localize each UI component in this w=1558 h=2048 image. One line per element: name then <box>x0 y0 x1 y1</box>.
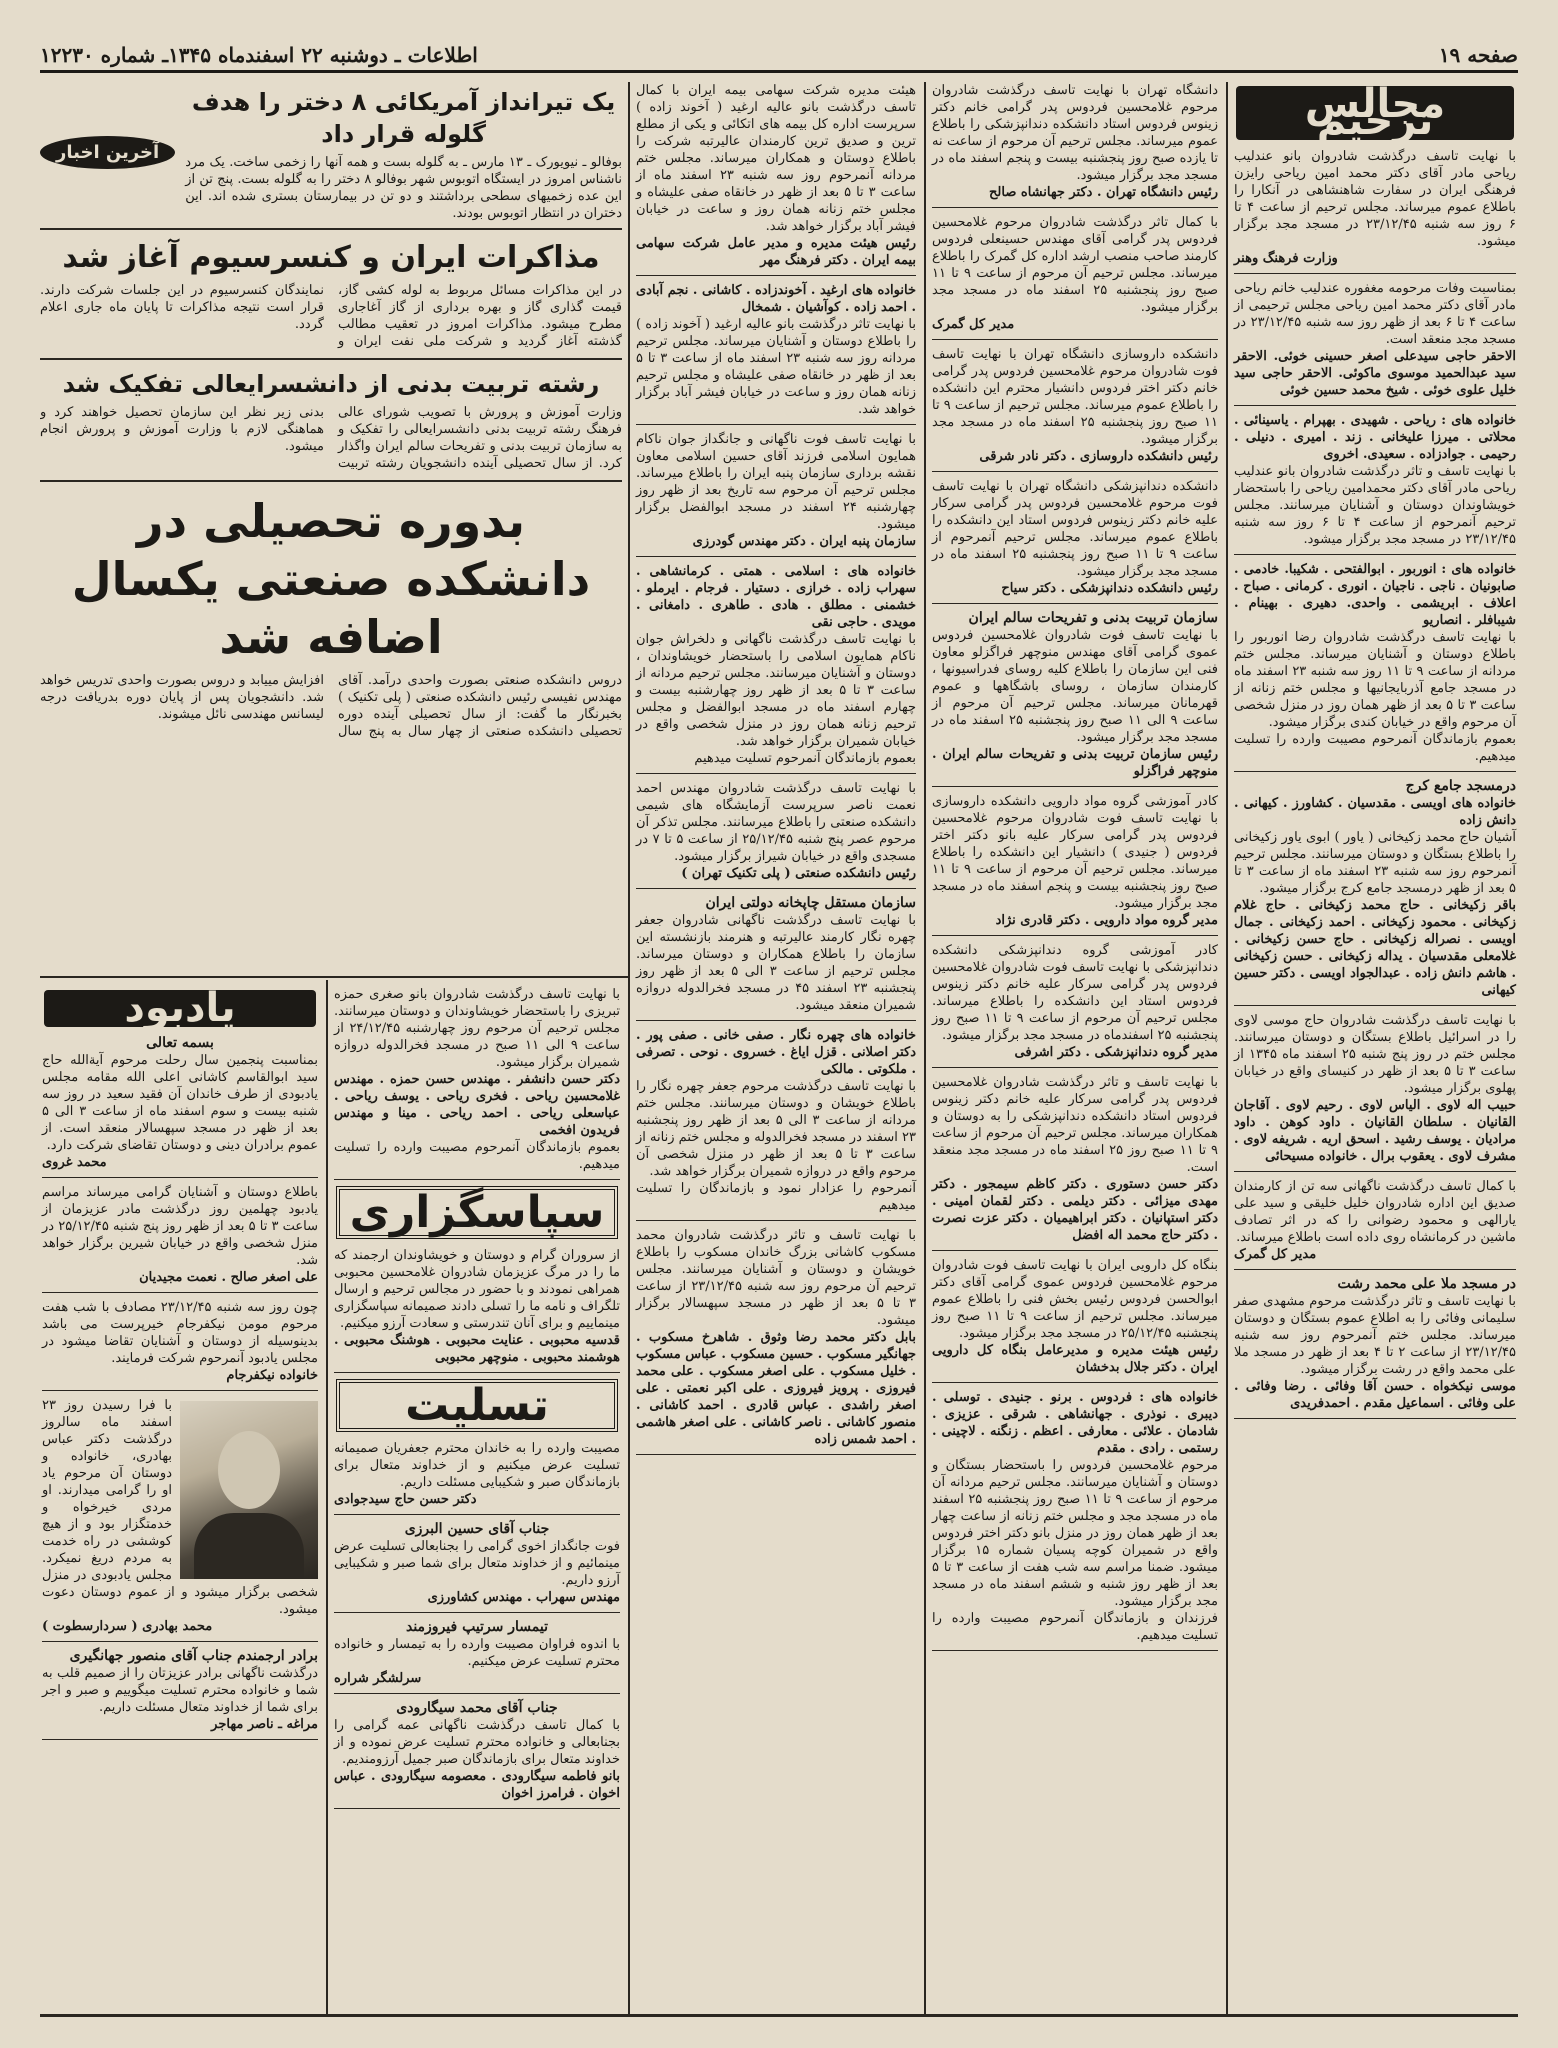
notice-text: چون روز سه شنبه ۲۳/۱۲/۴۵ مصادف با شب هفت مرحوم مومن نیکفرجام خیرپرست می باشد بدینوسیله از دوستان و آشنایان تقاضا میشود در مجلس یادبود آنمرحوم شرکت فرمایند. <box>42 1300 318 1366</box>
notice <box>636 431 916 557</box>
notice-text: با نهایت تاسف درگذشت شادروان مهندس احمد نعمت ناصر سرپرست آزمایشگاه های شیمی دانشکده صنعتی را باطلاع میرسانند. مجلس تذکر آن مرحوم عصر پنج شنبه ۲۵/۱۲/۴۵ از ساعت ۵ تا ۷ در مسجدی واقع در خیابان شیراز برگزار میشود. <box>636 781 917 864</box>
notice-heading: سازمان مستقل چاپخانه دولتی ایران <box>705 895 916 911</box>
notice-signature: رئیس سازمان تربیت بدنی و تفریحات سالم ایران . منوچهر فراگزلو <box>932 747 1218 779</box>
notice <box>636 895 916 1021</box>
notice-text: با نهایت تاسف درگذشت ناگهانی شادروان جعفر چهره نگار کارمند عالیرتبه و هنرمند بازنشسته این سازمان را باطلاع همکاران و دوستان میرساند. مجلس ترحیم از ساعت ۳ الی ۵ بعد از ظهر روز پنجشنبه ۲۳ اسفند ۴۵ در مسجد فخرالدوله دروازه شمیران منعقد میشود. <box>636 913 916 1013</box>
page-header <box>40 40 1518 73</box>
section-title-thanks: سپاسگزاری <box>336 1186 618 1239</box>
notice-text: با نهایت تاثر درگذشت بانو عالیه ارغید ( آخوند زاده ) را باطلاع دوستان و آشنایان میرساند. مجلس ترحیم مردانه روز سه شنبه ۲۳ اسفند ماه از ساعت ۳ تا ۵ بعد از ظهر در خانقاه صفی علیشاه و مجلس ترحیم زنانه همان روز و ساعت در خیابان فیشر آباد برگزار خواهد شد. <box>636 317 917 417</box>
notice-signature: فرزندان و بازماندگان آنمرحوم مصیبت وارده را تسلیت میدهیم. <box>932 1611 1218 1643</box>
news-text: در این مذاکرات مسائل مربوط به لوله کشی گاز، قیمت گذاری گاز و بهره برداری از گاز آغاجاری مطرح میشود. مذاکرات امروز در تعقیب مطالب گذشته آغاز گردید و شرکت ملی نفت ایران و نمایندگان کنسرسیوم در این جلسات شرکت دارند. قرار است نتیجه مذاکرات تا پایان ماه جاری اعلام گردد. <box>40 283 622 349</box>
news-text: وزارت آموزش و پرورش با تصویب شورای عالی فرهنگ رشته تربیت بدنی دانشسرایعالی را تفکیک و به سازمان تربیت بدنی و تفریحات سالم ایران واگذار کرد. از سال تحصیلی آینده دانشجویان رشته تربیت بدنی زیر نظر این سازمان تحصیل خواهند کرد و هماهنگی لازم با وزارت آموزش و پرورش انجام میشود. <box>40 405 622 471</box>
notice <box>1234 1012 1516 1172</box>
notice-text: با کمال تاسف درگذشت ناگهانی سه تن از کارمندان صدیق این اداره شادروان خلیل خلیقی و سید علی یارالهی و محمود رضوانی را که در اثر تصادف ماشین در کرمانشاه روی داده است باطلاع میرساند. <box>1234 1179 1516 1245</box>
notice-text: با نهایت تاسف و تاثر درگذشت شادروان بانو عندلیب ریاحی مادر آقای دکتر محمدامین ریاحی را باستحضار خویشاوندان دوستان و آشنایان میرسانند. مجلس ترحیم آنمرحوم از ساعت ۴ تا ۶ روز سه شنبه ۲۳/۱۲/۴۵ در مسجد مجد برگزار میشود. <box>1234 464 1516 547</box>
notice-signature: دکتر حسن دستوری . دکتر کاظم سیمجور . دکتر مهدی میزائی . دکتر دیلمی . دکتر لقمان امینی . دکتر استپانیان . دکتر ابراهیمیان . دکتر عزت نصرت . دکتر حاج محمد اله افضل <box>932 1177 1218 1243</box>
notice-text: مصیبت وارده را به خاندان محترم جعفریان صمیمانه تسلیت عرض میکنیم و از خداوند متعال برای بازماندگان صبر و شکیبایی مسئلت داریم. <box>334 1441 620 1490</box>
column-rule <box>1226 82 1228 2014</box>
column-obituaries-3 <box>634 82 918 2014</box>
notice-text: با کمال تاثر درگذشت شادروان مرحوم غلامحسین فردوس پدر گرامی آقای مهندس حسینعلی فردوس کارمند صاحب منصب ارشد اداره کل گمرک را باطلاع میرساند. مجلس ترحیم آن مرحوم از ساعت ۹ تا ۱۱ صبح روز پنجشنبه ۲۵ اسفند ماه در مسجد مجد برگزار میشود. <box>932 215 1219 315</box>
notice-text: با اندوه فراوان مصیبت وارده را به تیمسار و خانواده محترم تسلیت عرض میکنیم. <box>334 1637 620 1669</box>
column-rule <box>628 82 630 2014</box>
notice <box>1234 1276 1516 1419</box>
notice-signature: رئیس هیئت مدیره و مدیر عامل شرکت سهامی بیمه ایران . دکتر فرهنگ مهر <box>636 236 916 268</box>
notice-text: با کمال تاسف درگذشت ناگهانی عمه گرامی را بجنابعالی و خانواده محترم تسلیت عرض نموده و از خداوند متعال برای بازماندگان صبر جمیل آرزومندیم. <box>334 1718 620 1767</box>
bottom-rule <box>40 2014 1518 2017</box>
notice <box>334 1619 620 1694</box>
notice-signature: باقر زکیخانی . حاج محمد زکیخانی . حاج غلام زکیخانی . محمود زکیخانی . احمد زکیخانی . جمال اویسی . نصراله زکیخانی . حاج حسن زکیخانی . غلامعلی مقدسیان . یداله زکیخانی . حسن زکیخانی . هاشم دانش زاده . عبدالجواد اویسی . دکتر حسین کیهانی <box>1234 898 1516 998</box>
notice-text: بمناسبت پنجمین سال رحلت مرحوم آیةالله حاج سید ابوالقاسم کاشانی اعلی الله مقامه مجلس یادبودی از طرف خاندان آن فقید سعید در روز سه شنبه بیست و سوم اسفند ماه از ساعت ۳ الی ۵ بعد از ظهر در مسجد سپهسالار منعقد است. از عموم برادران دینی و دوستان تقاضای شرکت دارد. <box>42 1053 318 1153</box>
notice-signature: آنمرحوم را عزادار نمود و بازماندگان را تسلیت میدهیم <box>636 1181 916 1213</box>
page-number: صفحه ۱۹ <box>1438 43 1518 67</box>
notice <box>1234 280 1516 406</box>
notice-text: درگذشت ناگهانی برادر عزیزتان را از صمیم قلب به شما و خانواده محترم تسلیت میگوییم و صبر و اجر برای شما از خداوند متعال مسئلت داریم. <box>42 1666 318 1715</box>
notice-families: خانواده های چهره نگار . صفی خانی . صفی پور . دکتر اصلانی . قزل ایاغ . خسروی . نوحی . تصرفی . ملکوتی . مالکی <box>636 1028 916 1077</box>
issue-line: اطلاعات ـ دوشنبه ۲۲ اسفندماه ۱۳۴۵ـ شماره ۱۲۲۳۰ <box>40 43 478 67</box>
notice-signature: موسی نیکخواه . حسن آقا وفائی . رضا وفائی . علی وفائی . اسماعیل مقدم . احمدفریدی <box>1234 1379 1516 1411</box>
notice <box>932 610 1218 787</box>
notice-text: دانشکده داروسازی دانشگاه تهران با نهایت تاسف فوت شادروان مرحوم غلامحسین فردوس پدر گرامی خانم دکتر اختر فردوس دانشیار محترم این دانشکده را باطلاع عموم میرساند. مجلس ترحیم از ساعت ۹ تا ۱۱ صبح روز پنجشنبه ۲۵ اسفند ماه در مسجد مجد برگزار میشود. <box>932 347 1219 447</box>
notice <box>42 1184 318 1293</box>
notice <box>334 1700 620 1809</box>
notice-text: کادر آموزشی گروه مواد دارویی دانشکده داروسازی با نهایت تاسف فوت شادروان مرحوم غلامحسین فردوس پدر گرامی سرکار علیه بانو دکتر اختر فردوس ( جنیدی ) دانشیار این دانشکده را باطلاع میرساند. مجلس ترحیم آن مرحوم از ساعت ۹ تا ۱۱ صبح روز پنجشنبه بیست و پنجم اسفند ماه در مسجد مجد برگزار میشود. <box>932 794 1219 911</box>
column-memorial <box>40 986 320 2012</box>
notice-text: باطلاع دوستان و آشنایان گرامی میرساند مراسم یادبود چهلمین روز درگذشت مادر عزیزمان از ساعت ۳ تا ۵ بعد از ظهر روز پنج شنبه ۲۵/۱۲/۴۵ در منزل شخصی واقع در خیابان شیرین برگزار خواهد شد. <box>42 1185 319 1268</box>
notice-signature: خانواده نیکفرجام <box>226 1368 318 1383</box>
notice <box>932 214 1218 340</box>
notice-text: با نهایت تاسف درگذشت شادروان رضا انوربور را باطلاع دوستان و آشنایان میرساند. مجلس ختم مردانه از ساعت ۹ تا ۱۱ روز سه شنبه ۲۳ اسفند ماه در مسجد جامع آذربایجانیها و مجلس ختم زنانه از ساعت ۳ تا ۵ بعد از ظهر همان روز در منزل شخصی آن مرحوم واقع در خیابان کندی برگزار میشود. <box>1234 630 1517 730</box>
notice-signature: سرلشگر شراره <box>334 1671 422 1686</box>
notice <box>42 1648 318 1740</box>
notice-heading: بسمه تعالی <box>146 1035 214 1051</box>
notice-families: خانواده های اویسی . مقدسیان . کشاورز . کیهانی . دانش زاده <box>1234 796 1516 828</box>
notice-signature: رئیس دانشکده دندانپزشکی . دکتر سیاح <box>1001 581 1218 596</box>
notice <box>932 1257 1218 1383</box>
notice-heading: برادر ارجمندم جناب آقای منصور جهانگیری <box>69 1648 318 1664</box>
notice-text: دانشگاه تهران با نهایت تاسف درگذشت شادروان مرحوم غلامحسین فردوس پدر گرامی خانم دکتر زینوس فردوس استاد دانشکده دندانپزشکی را باطلاع عموم میرساند. مجلس ترحیم آن مرحوم از ساعت نه تا یازده صبح روز پنجشنبه بیست و پنجم اسفند ماه در مسجد مجد برگزار میشود. <box>932 83 1218 183</box>
notice-text: با نهایت تاسف فوت شادروان غلامحسین فردوس عموی گرامی آقای مهندس منوچهر فراگزلو معاون فنی این سازمان را باطلاع کلیه روسای فدراسیونها ، کارمندان سازمان ، روسای باشگاهها و عموم قهرمانان میرساند. مجلس ترحیم آن مرحوم از ساعت ۹ الی ۱۱ صبح روز پنجشنبه ۲۵ اسفند ماه در مسجد مجد برگزار میشود. <box>932 628 1219 745</box>
notice <box>932 82 1218 208</box>
notice-text: هیئت مدیره شرکت سهامی بیمه ایران با کمال تاسف درگذشت بانو عالیه ارغید ( آخوند زاده ) سرپرست اداره کل بیمه های اتکائی و یکی از مطلع ترین و صدیق ترین کارمندان عالیرتبه شرکت را باطلاع دوستان و همکاران میرساند. مجلس ختم مردانه آنمرحوم روز سه شنبه ۲۳ اسفند ماه از ساعت ۳ تا ۵ بعد از ظهر در خانقاه صفی علیشاه و مجلس ختم زنانه همان روز و ساعت در خیابان فیشر آباد برگزار خواهد شد. <box>636 83 917 234</box>
notice <box>1234 561 1516 772</box>
column-obituaries-1 <box>1232 82 1518 2014</box>
notice <box>334 1440 620 1515</box>
notice-signature: مراغه ـ ناصر مهاجر <box>211 1717 318 1732</box>
news-section <box>40 82 622 972</box>
news-headline: بدوره تحصیلی در دانشکده صنعتی یکسال اضافه شد <box>71 494 591 664</box>
notice-text: با فرا رسیدن روز ۲۳ اسفند ماه سالروز درگذشت دکتر عباس بهادری، خانواده و دوستان آن مرحوم یاد او را گرامی میدارند. او مردی خیرخواه و خدمتگزار بود و از هیچ کوششی در راه خدمت به مردم دریغ نمیکرد. مجلس یادبودی در منزل شخصی برگزار میشود و از عموم دوستان دعوت میشود. <box>42 1398 318 1617</box>
notice-signature: محمد بهادری ( سردارسطوت ) <box>42 1619 213 1634</box>
notice-families: خانواده های : انوربور . ابوالفتحی . شکیبا. خادمی . صابونیان . ناجی . ناجیان . انوری . کرمانی . صباح . اعلاف . ابریشمی . واحدی. دهیری . بهینام . شیبافلر . انصاریو <box>1234 562 1516 628</box>
notice-signature: محمد غروی <box>42 1155 107 1170</box>
notice-signature: بعموم بازماندگان آنمرحوم مصیبت وارده را تسلیت میدهیم. <box>334 1140 620 1172</box>
notice-text: بنگاه کل دارویی ایران با نهایت تاسف فوت شادروان مرحوم غلامحسین فردوس عموی گرامی آقای دکتر ابوالحسن فردوس رئیس بخش فنی را باطلاع عموم میرساند. مجلس ترحیم از ساعت ۹ تا ۱۱ صبح روز پنجشنبه ۲۵/۱۲/۴۵ در مسجد مجد برگزار میشود. <box>932 1258 1218 1341</box>
notice <box>334 1521 620 1613</box>
notice-signature: رئیس دانشکده صنعتی ( پلی تکنیک تهران ) <box>681 866 916 881</box>
notice-text: با نهایت تاسف درگذشت ناگهانی و دلخراش جوان ناکام همایون اسلامی را باستحضار خویشاوندان ، دوستان و آشنایان میرسانند. مجلس ترحیم مردانه از ساعت ۳ تا ۵ بعد از ظهر روز چهارشنبه بیست و چهارم اسفند ماه در مسجد ابوالفضل و مجلس ترحیم زنانه همان روز در منزل شخصی واقع در خیابان شمیران برگزار خواهد شد. <box>636 632 917 749</box>
notice <box>636 1227 916 1455</box>
portrait-suit <box>194 1513 304 1579</box>
notice-heading: در مسجد ملا علی محمد رشت <box>1337 1276 1516 1292</box>
notice <box>42 1299 318 1391</box>
news-item <box>40 358 622 472</box>
section-rule <box>40 976 628 978</box>
notice-signature: مدیر گروه دندانپزشکی . دکتر اشرفی <box>1014 1045 1218 1060</box>
notice-signature: بانو فاطمه سیگارودی . معصومه سیگارودی . عباس اخوان . فرامرز اخوان <box>334 1769 620 1801</box>
notice-signature: مهندس سهراب . مهندس کشاورزی <box>427 1590 620 1605</box>
notice-signature: قدسیه محبوبی . عنایت محبوبی . هوشنگ محبوبی . هوشمند محبوبی . منوچهر محبوبی <box>334 1333 620 1365</box>
notice-families: خانواده های : فردوس . برنو . جنیدی . توسلی . دیبری . نوذری . جهانشاهی . شرقی . عزیزی . شادمان . علائی . معارفی . اعظم . زنگنه . لاچینی . رستمی . رادی . مقدم <box>932 1390 1218 1456</box>
column-rule <box>924 82 926 2014</box>
notice-text: با نهایت تاسف درگذشت شادروان حاج موسی لاوی را در اسرائیل باطلاع بستگان و دوستان میرسانند. مجلس ختم در روز پنج شنبه ۲۵ اسفند ماه ۱۳۴۵ از ساعت ۳ تا ۵ بعد از ظهر در کنیسای واقع در خیابان پهلوی برگزار میشود. <box>1234 1013 1516 1096</box>
notice-heading: جناب آقای حسین البرزی <box>404 1521 550 1537</box>
notice <box>334 986 620 1180</box>
news-text: دروس دانشکده صنعتی بصورت واحدی درآمد. آقای مهندس نفیسی رئیس دانشکده صنعتی ( پلی تکنیک ) بخبرنگار ما گفت: از سال تحصیلی آینده دوره تحصیلی دانشکده صنعتی از چهار سال به پنج سال افزایش مییابد و دروس بصورت واحدی تدریس خواهد شد. دانشجویان پس از پایان دوره بدریافت درجه لیسانس مهندسی نائل میشوند. <box>40 673 622 739</box>
news-headline: رشته تربیت بدنی از دانشسرایعالی تفکیک شد <box>62 370 600 398</box>
notice-heading: سازمان تربیت بدنی و تفریحات سالم ایران <box>968 610 1218 626</box>
news-item <box>185 82 622 222</box>
notice-families: خانواده های ارغید . آخوندزاده . کاشانی . نجم آبادی . احمد زاده . کوآشیان . شمخال <box>636 283 916 315</box>
notice-signature: علی اصغر صالح . نعمت مجیدیان <box>139 1270 318 1285</box>
notice-text: کادر آموزشی گروه دندانپزشکی دانشکده دندانپزشکی با نهایت تاسف فوت شادروان غلامحسین فردوس پدر گرامی سرکار علیه خانم دکتر زینوس فردوس استاد این دانشکده را باطلاع میرساند. مجلس ترحیم آن مرحوم از ساعت ۹ تا ۱۱ صبح روز پنجشنبه ۲۵ اسفندماه در مسجد مجد برگزار میشود. <box>932 943 1219 1043</box>
notice <box>1234 148 1516 274</box>
notice-text: آشیان حاج محمد زکیخانی ( یاور ) ابوی یاور زکیخانی را باطلاع بستگان و دوستان میرسانند. مجلس ترحیم آنمرحوم روز سه شنبه ۲۳ اسفند ماه از ساعت ۳ تا ۵ بعد از ظهر درمسجد جامع کرج برگزار میشود. <box>1234 830 1516 896</box>
notice-heading: درمسجد جامع کرج <box>1405 778 1516 794</box>
notice <box>1234 412 1516 555</box>
notice <box>932 942 1218 1068</box>
notice <box>42 1035 318 1178</box>
notice-text: فوت جانگداز اخوی گرامی را بجنابعالی تسلیت عرض مینمائیم و از خداوند متعال برای شما صبر و شکیبایی آرزو داریم. <box>334 1539 620 1588</box>
notice-signature: رئیس دانشکده داروسازی . دکتر نادر شرقی <box>979 449 1218 464</box>
column-obituaries-2 <box>930 82 1220 2014</box>
notice-families: خانواده های : ریاحی . شهیدی . بهپرام . یاسینائی . محلاتی . میرزا علیخانی . زند . امیری . دنیلی . رحیمی . جوادزاده . سعیدی. اخروی <box>1234 413 1516 462</box>
notice-signature: وزارت فرهنگ وهنر <box>1234 251 1338 266</box>
notice-signature: دکتر حسن دانشفر . مهندس حسن حمزه . مهندس غلامحسین ریاحی . فخری ریاحی . یوسف ریاحی . عباسعلی ریاحی . احمد ریاحی . مینا و مهندس فریدون افخمی <box>334 1072 620 1138</box>
news-item <box>40 480 622 740</box>
section-title-condolence: تسلیت <box>336 1379 618 1432</box>
notice-signature: رئیس دانشگاه تهران . دکتر جهانشاه صالح <box>989 185 1218 200</box>
notice <box>334 1247 620 1373</box>
notice-text: با نهایت تاسف و تاثر درگذشت شادروان محمد مسکوب کاشانی بزرگ خاندان مسکوب را باطلاع خویشان و دوستان و آشنایان میرسانند. مجلس ترحیم آن مرحوم روز سه شنبه ۲۳/۱۲/۴۵ از ساعت ۳ تا ۵ بعد از ظهر در مسجد سپهسالار برگزار میشود. <box>636 1228 916 1328</box>
news-item <box>40 228 622 350</box>
notice-text: با نهایت تاسف درگذشت شادروان بانو عندلیب ریاحی مادر آقای دکتر محمد امین ریاحی رایزن فرهنگی ایران در سفارت شاهنشاهی در آنکارا را باطلاع عموم میرساند. مجلس ترحیم از ساعت ۴ تا ۶ روز سه شنبه ۲۳/۱۲/۴۵ در مسجد مجد برگزار میشود. <box>1234 149 1517 249</box>
notice-families: خانواده های : اسلامی . همتی . کرمانشاهی . سهراب زاده . خرازی . دستیار . فرجام . ایرملو . خشمنی . مطلق . هادی . طاهری . دامغانی . مویدی . حاجی نقی <box>636 564 916 630</box>
notice-signature: سازمان پنبه ایران . دکتر مهندس گودرزی <box>692 534 916 549</box>
notice-signature: مدیر کل گمرک <box>932 317 1015 332</box>
notice-signature: بعموم بازماندگان آنمرحوم تسلیت میدهیم <box>694 751 916 766</box>
news-headline: مذاکرات ایران و کنسرسیوم آغاز شد <box>62 240 600 275</box>
news-text: بوفالو ـ نیویورک ـ ۱۳ مارس ـ به گلوله بست و همه آنها را زخمی ساخت. یک مرد ناشناس امروز در ایستگاه اتوبوس شهر بوفالو ۸ دختر را به گلوله بست. پنج تن از این عده زخمیهای سطحی برداشتند و دو تن در بیمارستان بستری شده اند. این دختران در انتظار اتوبوس بودند. <box>185 155 622 221</box>
notice <box>636 563 916 774</box>
notice-signature: بعموم بازماندگان آنمرحوم مصیبت وارده را تسلیت میدهیم. <box>1234 732 1516 764</box>
notice <box>42 1397 318 1642</box>
notice-signature: الاحقر حاجی سیدعلی اصغر حسینی خوئی. الاحقر سید عبدالحمید موسوی ماکوئی. الاحقر حاجی سید خلیل علوی خوئی . شیخ محمد حسین خوئی <box>1234 349 1516 398</box>
notice-text: با نهایت تاسف درگذشت شادروان بانو صغری حمزه تبریزی را باستحضار خویشاوندان و دوستان میرسانند. مجلس ترحیم آن مرحوم روز چهارشنبه ۲۴/۱۲/۴۵ از ساعت ۹ الی ۱۱ صبح در مسجد فخرالدوله دروازه شمیران برگزار میشود. <box>334 987 620 1070</box>
notice-heading: تیمسار سرتیپ فیروزمند <box>405 1619 549 1635</box>
notice-text: دانشکده دندانپزشکی دانشگاه تهران با نهایت تاسف فوت مرحوم غلامحسین فردوس پدر گرامی سرکار علیه خانم دکتر زینوس فردوس استاد این دانشکده را باطلاع عموم میرساند. مجلس ترحیم آنمرحوم از ساعت ۹ تا ۱۱ صبح روز پنجشنبه ۲۵ اسفند ماه در مسجد مجد برگزار میشود. <box>932 479 1218 579</box>
notice-signature: دکتر حسن حاج سیدجوادی <box>334 1492 477 1507</box>
notice-signature: مدیر گروه مواد دارویی . دکتر قادری نژاد <box>995 913 1218 928</box>
notice-text: با نهایت تاسف فوت ناگهانی و جانگداز جوان ناکام همایون اسلامی فرزند آقای حسین اسلامی معاون نقشه برداری سازمان پنبه ایران را باطلاع میرساند. مجلس ترحیم آن مرحوم سه تاریخ بعد از ظهر روز چهارشنبه ۲۴ اسفند در مسجد ابوالفضل برگزار میشود. <box>636 432 917 532</box>
notice <box>932 1074 1218 1251</box>
notice-text: با نهایت تاسف و تاثر درگذشت مرحوم مشهدی صفر سلیمانی وفائی را به اطلاع عموم بستگان و دوستان میرساند. مجلس ختم آنمرحوم روز سه شنبه ۲۳/۱۲/۴۵ از ساعت ۲ تا ۴ بعد از ظهر در مسجد ملا علی محمد واقع در رشت برگزار میشود. <box>1234 1294 1516 1377</box>
notice <box>636 282 916 425</box>
notice-text: مرحوم غلامحسین فردوس را باستحضار بستگان و دوستان و آشنایان میرسانند. مجلس ترحیم مردانه آن مرحوم از ساعت ۹ تا ۱۱ صبح روز پنجشنبه ۲۵ اسفند ماه در مسجد مجد و مجلس ختم زنانه از ساعت چهار بعد از ظهر همان روز در منزل بانو دکتر اختر فردوس واقع در شمیران کوچه پسیان شماره ۱۵ برگزار میشود. ضمنا مراسم سه شب هفت از ساعت ۳ تا ۵ بعد از ظهر روز شنبه و ششم اسفند ماه در مسجد مجد برگزار میشود. <box>932 1458 1218 1609</box>
notice-text: از سروران گرام و دوستان و خویشاوندان ارجمند که ما را در مرگ عزیزمان شادروان غلامحسین محبوبی همراهی نمودند و با حضور در مجالس ترحیم و ارسال تلگراف و نامه ما را تسلی دادند صمیمانه سپاسگزاری مینماییم و برای آنان تندرستی و سعادت آرزو میکنیم. <box>334 1248 620 1331</box>
notice-text: بمناسبت وفات مرحومه مغفوره عندلیب خانم ریاحی مادر آقای دکتر محمد امین ریاحی مجلس ترحیمی از ساعت ۴ تا ۶ بعد از ظهر روز سه شنبه ۲۳/۱۲/۴۵ در مسجد مجد منعقد است. <box>1234 281 1517 347</box>
notice <box>932 1389 1218 1651</box>
notice <box>636 1027 916 1221</box>
notice <box>932 793 1218 936</box>
notice <box>636 780 916 889</box>
latest-news-logo: آخرین اخبار <box>40 136 175 169</box>
portrait-photo <box>180 1401 318 1579</box>
section-title-memorial: یادبود <box>44 990 316 1027</box>
portrait-head <box>218 1431 280 1509</box>
notice-signature: مدیر کل گمرک <box>1234 1247 1317 1262</box>
news-headline: یک تیرانداز آمریکائی ۸ دختر را هدف گلوله قرار داد <box>191 88 616 148</box>
notice <box>1234 1178 1516 1270</box>
notice <box>636 82 916 276</box>
news-headline-row <box>40 82 622 222</box>
notice-signature: رئیس هیئت مدیره و مدیرعامل بنگاه کل دارویی ایران . دکتر جلال بدخشان <box>932 1343 1218 1375</box>
section-title-memorials: مجالس ترحیم <box>1236 86 1514 140</box>
notice-signature: حبیب اله لاوی . الیاس لاوی . رحیم لاوی . آقاجان القانیان . سلطان القانیان . داود کوهن . داود مرادیان . یوسف رشید . اسحق اریه . شریفه لاوی . مشرف لاوی . یعقوب برال . خانواده مسیحائی <box>1234 1098 1516 1164</box>
column-rule <box>326 980 328 2014</box>
notice-signature: بابل دکتر محمد رضا وثوق . شاهرخ مسکوب . جهانگیر مسکوب . حسین مسکوب . عباس مسکوب . خلیل مسکوب . علی اصغر مسکوب . علی محمد فیروزی . پرویز فیروزی . علی اکبر نعمتی . علی اصغر راشدی . عباس قادری . احمد کاشانی . منصور کاشانی . ناصر کاشانی . علی اصغر هاشمی . احمد شمس زاده <box>636 1330 916 1447</box>
notice <box>932 478 1218 604</box>
notice-text: با نهایت تاسف درگذشت مرحوم جعفر چهره نگار را باطلاع خویشان و دوستان میرسانند. مجلس ختم مردانه از ساعت ۳ الی ۵ بعد از ظهر روز پنجشنبه ۲۳ اسفند در مسجد فخرالدوله و مجلس ختم زنانه از ساعت ۳ تا ۵ بعد از ظهر در منزل شخصی آن مرحوم واقع در دروازه شمیران برگزار خواهد شد. <box>636 1079 916 1179</box>
column-thanks-condolence <box>332 986 622 2012</box>
notice-text: با نهایت تاسف و تاثر درگذشت شادروان غلامحسین فردوس پدر گرامی سرکار علیه خانم دکتر زینوس فردوس استاد دانشکده دندانپزشکی را به دوستان و همکاران میرساند. مجلس ترحیم آن مرحوم از ساعت ۹ تا ۱۱ صبح روز ۲۵ اسفند ماه در مسجد مجد منعقد است. <box>932 1075 1218 1175</box>
notice <box>1234 778 1516 1006</box>
notice-heading: جناب آقای محمد سیگارودی <box>396 1700 558 1716</box>
notice <box>932 346 1218 472</box>
